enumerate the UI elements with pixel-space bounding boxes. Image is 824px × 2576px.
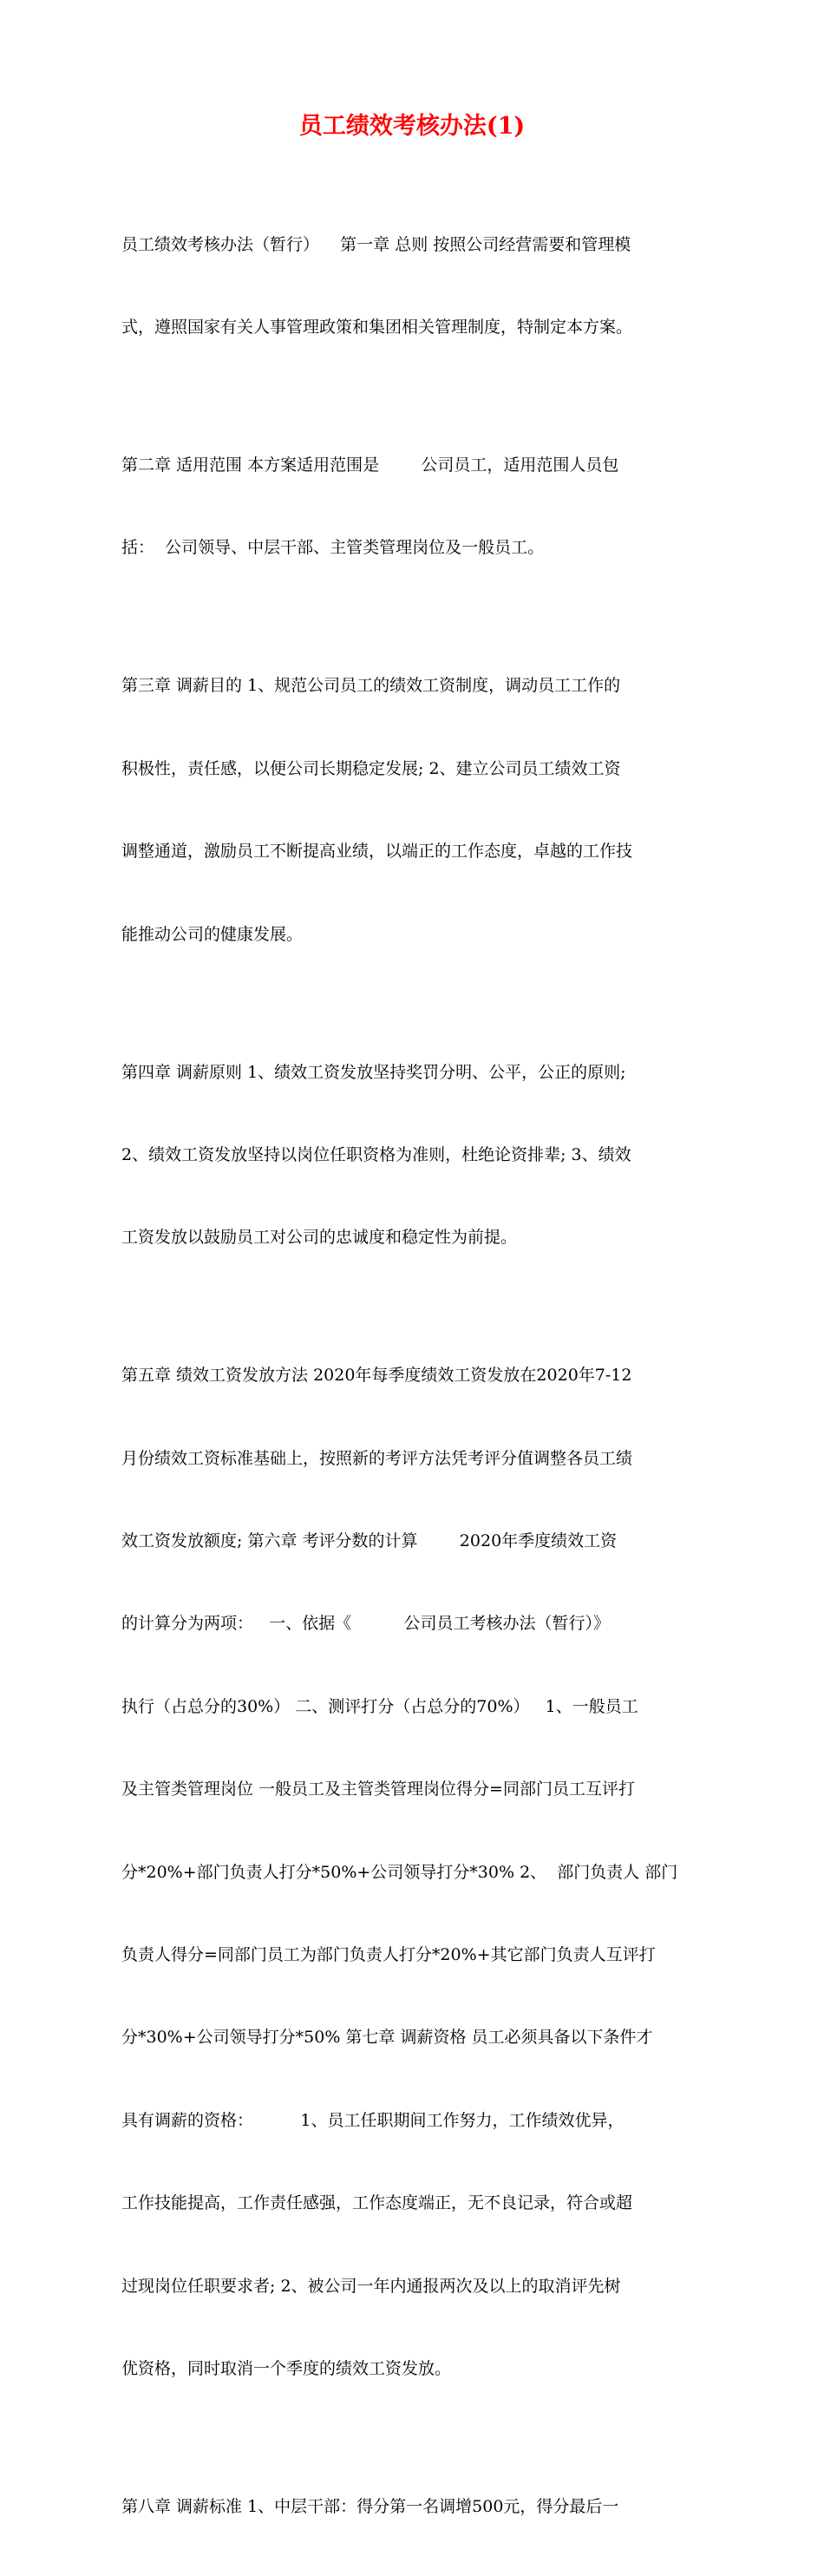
text-line: 调整通道，激励员工不断提高业绩，以端正的工作态度，卓越的工作技 — [121, 842, 633, 862]
paragraph-payment-method — [121, 1308, 704, 2439]
text-line: 负责人得分=同部门员工为部门负责人打分*20%+其它部门负责人互评打 — [121, 1945, 656, 1964]
text-line: 第四章 调薪原则 1、绩效工资发放坚持奖罚分明、公平，公正的原则; — [121, 1062, 626, 1082]
text-line: 月份绩效工资标准基础上，按照新的考评方法凭考评分值调整各员工绩 — [121, 1448, 633, 1468]
text-line: 工资发放以鼓励员工对公司的忠诚度和稳定性为前提。 — [121, 1228, 518, 1248]
text-line: 2、绩效工资发放坚持以岗位任职资格为准则，杜绝论资排辈; 3、绩效 — [121, 1144, 631, 1164]
text-line: 过现岗位任职要求者; 2、被公司一年内通报两次及以上的取消评先树 — [121, 2276, 621, 2296]
text-line: 效工资发放额度; 第六章 考评分数的计算 2020年季度绩效工资 — [121, 1531, 618, 1551]
text-line: 及主管类管理岗位 一般员工及主管类管理岗位得分=同部门员工互评打 — [121, 1780, 635, 1799]
paragraph-adjustment-standard — [121, 2438, 704, 2576]
paragraph-scope — [121, 397, 704, 617]
text-line: 工作技能提高，工作责任感强，工作态度端正，无不良记录，符合或超 — [121, 2193, 633, 2213]
text-line: 括： 公司领导、中层干部、主管类管理岗位及一般员工。 — [121, 538, 545, 558]
text-line: 优资格，同时取消一个季度的绩效工资发放。 — [121, 2358, 452, 2378]
paragraph-principles — [121, 1004, 704, 1308]
document-title: 员工绩效考核办法(1) — [298, 113, 526, 140]
text-line: 第二章 适用范围 本方案适用范围是 公司员工，适用范围人员包 — [121, 455, 619, 475]
text-line: 第三章 调薪目的 1、规范公司员工的绩效工资制度，调动员工工作的 — [121, 676, 621, 696]
paragraph-general-provisions — [121, 176, 704, 397]
text-line: 式，遵照国家有关人事管理政策和集团相关管理制度，特制定本方案。 — [121, 317, 633, 337]
text-line: 分*20%+部门负责人打分*50%+公司领导打分*30% 2、 部门负责人 部门 — [121, 1862, 678, 1882]
document-body — [121, 176, 704, 2576]
text-line: 第八章 调薪标准 1、中层干部：得分第一名调增500元，得分最后一 — [121, 2496, 619, 2516]
text-line: 积极性，责任感，以便公司长期稳定发展; 2、建立公司员工绩效工资 — [121, 758, 621, 778]
text-line: 分*30%+公司领导打分*50% 第七章 调薪资格 员工必须具备以下条件才 — [121, 2028, 653, 2048]
text-line: 的计算分为两项： 一、依据《 公司员工考核办法（暂行）》 — [121, 1614, 611, 1634]
text-line: 员工绩效考核办法（暂行） 第一章 总则 按照公司经营需要和管理模 — [121, 234, 631, 254]
text-line: 执行（占总分的30%） 二、测评打分（占总分的70%） 1、一般员工 — [121, 1696, 638, 1716]
text-line: 具有调薪的资格： 1、员工任职期间工作努力，工作绩效优异， — [121, 2110, 625, 2130]
text-line: 第五章 绩效工资发放方法 2020年每季度绩效工资发放在2020年7-12 — [121, 1366, 632, 1386]
paragraph-purpose — [121, 618, 704, 1004]
text-line: 能推动公司的健康发展。 — [121, 924, 304, 944]
